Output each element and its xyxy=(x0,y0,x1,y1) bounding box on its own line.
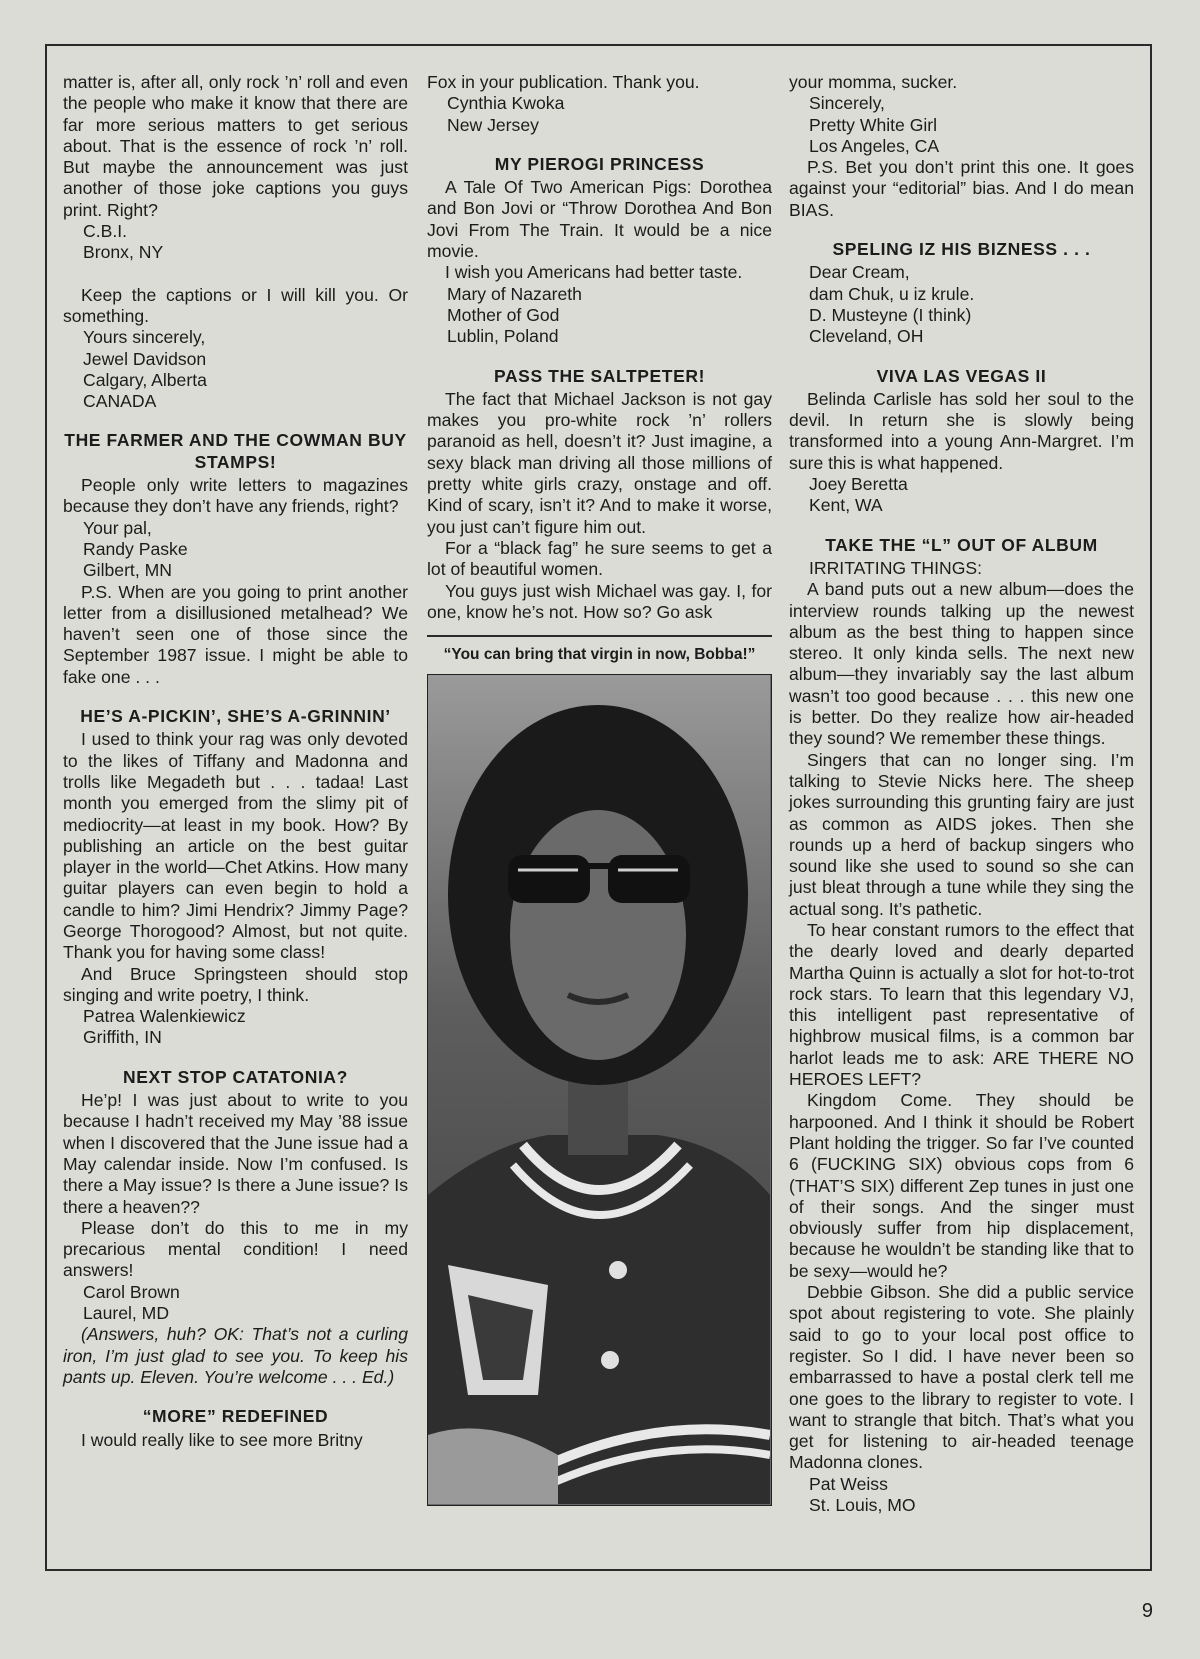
letter-headline: NEXT STOP CATATONIA? xyxy=(123,1066,348,1087)
signature-line: Jewel Davidson xyxy=(83,348,207,369)
signature-line: Your pal, xyxy=(83,517,152,538)
signature-line: D. Musteyne (I think) xyxy=(809,304,972,325)
signature-line: New Jersey xyxy=(447,114,539,135)
letter-text: The fact that Michael Jackson is not gay makes you pro-white rock ’n’ rollers paranoid as hell, doesn’t it? Just imagine, a sexy black man driving all those millions of pretty white girls crazy, onstage and off. Kind of scary, isn’t it? And to make it worse, you just can’t figure him out. xyxy=(427,388,772,537)
signature-line: St. Louis, MO xyxy=(809,1495,916,1515)
letter-headline: HE’S A-PICKIN’, SHE’S A-GRINNIN’ xyxy=(80,706,391,727)
editor-reply: (Answers, huh? OK: That’s not a curling iron, I’m just glad to see you. To keep his pants up. Eleven. You’re welcome . . . Ed.) xyxy=(63,1324,408,1387)
signature-line: Kent, WA xyxy=(809,495,883,516)
divider-rule xyxy=(427,635,772,637)
letter-text: You guys just wish Michael was gay. I, for one, know he’s not. How so? Go ask xyxy=(427,580,772,622)
letter-text: A band puts out a new album—does the interview rounds talking up the newest album as the best thing to happen since stereo. It only kinda sells. The next new album—they invariably say the last album wasn’t too good because . . . this new one is better. Do they realize how air-headed they sound? We remember these things. xyxy=(789,579,1134,749)
signature-line: Yours sincerely, xyxy=(83,327,206,348)
signature-line: dam Chuk, u iz krule. xyxy=(809,283,975,304)
signature-line: Bronx, NY xyxy=(83,242,164,263)
letter-text: I would really like to see more Britny xyxy=(81,1429,363,1450)
column-2 xyxy=(427,72,772,1506)
signature-line: Lublin, Poland xyxy=(447,326,559,347)
signature-line: Randy Paske xyxy=(83,538,188,559)
signature-line: C.B.I. xyxy=(83,221,127,242)
letter-headline: “MORE” REDEFINED xyxy=(142,1406,329,1427)
signature-line: Gilbert, MN xyxy=(83,560,172,581)
letter-headline: PASS THE SALTPETER! xyxy=(493,365,706,386)
signature-line: Joey Beretta xyxy=(809,474,908,495)
letter-text: I wish you Americans had better taste. xyxy=(445,262,743,283)
letter-text: I used to think your rag was only devoted to the likes of Tiffany and Madonna and trolls like Megadeth but . . . tadaa! Last month you emerged from the slimy pit of mediocrity—at least in my book. How? By publishing an article on the best guitar player in the world—Chet Atkins. How many guitar players can even begin to hold a candle to him? Jimi Hendrix? Jimmy Page? George Thorogood? Almost, but not quite. Thank you for having some class! xyxy=(63,729,408,963)
letter-headline: THE FARMER AND THE COWMAN BUY STAMPS! xyxy=(64,430,407,472)
signature-line: Sincerely, xyxy=(809,93,885,114)
letter-text: Belinda Carlisle has sold her soul to the devil. In return she is slowly being transformed into a young Ann-Margret. I’m sure this is what happened. xyxy=(789,388,1134,473)
letter-text: Debbie Gibson. She did a public service spot about registering to vote. She plainly said to go to your local post office to register. So I did. I have never been so embarrassed to have a postal clerk tell me one goes to the library to register to vote. I want to strangle that bitch. That’s what you get for listening to air-headed teenage Madonna clones. xyxy=(789,1282,1134,1473)
letter-headline: VIVA LAS VEGAS II xyxy=(876,365,1047,386)
signature-line: Pat Weiss xyxy=(809,1473,888,1494)
letter-text: And Bruce Springsteen should stop singing and write poetry, I think. xyxy=(63,963,408,1005)
column-3 xyxy=(789,72,1134,1516)
letter-text: He’p! I was just about to write to you because I hadn’t received my May ’88 issue when I discovered that the June issue had a May calendar inside. Now I’m confused. Is there a May issue? Is there a June issue? Is there a heaven?? xyxy=(63,1090,408,1217)
page-number: 9 xyxy=(1141,1600,1153,1622)
letter-text: P.S. Bet you don’t print this one. It goes against your “editorial” bias. And I do mean BIAS. xyxy=(789,157,1134,220)
signature-line: Cynthia Kwoka xyxy=(447,93,565,114)
column-1 xyxy=(63,72,408,1451)
signature-line: CANADA xyxy=(83,391,157,412)
letter-text: matter is, after all, only rock ’n’ roll and even the people who make it know that there are far more serious matters to get serious about. That is the essence of rock ’n’ roll. But maybe the announcement was just another of those joke captions you guys print. Right? xyxy=(63,72,408,220)
signature-line: Los Angeles, CA xyxy=(809,135,940,156)
letter-text: A Tale Of Two American Pigs: Dorothea and Bon Jovi or “Throw Dorothea And Bon Jovi From The Train. It would be a nice movie. xyxy=(427,177,772,262)
photo-illustration xyxy=(428,675,770,1504)
signature-line: Carol Brown xyxy=(83,1281,180,1302)
signature-line: Laurel, MD xyxy=(83,1303,170,1324)
signature-line: Pretty White Girl xyxy=(809,114,938,135)
signature-line: Griffith, IN xyxy=(83,1027,162,1048)
letter-text: IRRITATING THINGS: xyxy=(809,557,983,578)
letter-text: For a “black fag” he sure seems to get a lot of beautiful women. xyxy=(427,537,772,580)
letter-text: People only write letters to magazines because they don’t have any friends, right? xyxy=(63,475,408,517)
letter-text: Fox in your publication. Thank you. xyxy=(427,72,700,92)
signature-line: Mary of Nazareth xyxy=(447,283,582,304)
letter-headline: MY PIEROGI PRINCESS xyxy=(494,153,705,174)
letter-text: your momma, sucker. xyxy=(789,72,958,92)
letter-headline: TAKE THE “L” OUT OF ALBUM xyxy=(825,534,1098,555)
letter-text: Keep the captions or I will kill you. Or something. xyxy=(63,284,408,326)
letter-text: Singers that can no longer sing. I’m talking to Stevie Nicks here. The sheep jokes surrounding this grunting fairy are just as common as AIDS jokes. Then she rounds up a herd of backup singers who sound like she used to sound so she can just bleat through a tune while they sing the actual song. It’s pathetic. xyxy=(789,749,1134,919)
letter-text: To hear constant rumors to the effect that the dearly loved and dearly departed Martha Quinn is actually a slot for hot-to-trot rock stars. To learn that this legendary VJ, this intelligent past representative of highbrow musical films, is a common bar harlot leads me to ask: ARE THERE NO HEROES LEFT? xyxy=(789,919,1134,1090)
letter-headline: SPELING IZ HIS BIZNESS . . . xyxy=(832,239,1091,260)
signature-line: Dear Cream, xyxy=(809,262,910,283)
letter-text: Kingdom Come. They should be harpooned. And I think it should be Robert Plant holding the trigger. So far I’ve counted 6 (FUCKING SIX) obvious cops from 6 (THAT’S SIX) different Zep tunes in just one of their songs. And the singer must obviously suffer from hip displacement, because he wouldn’t be standing like that to be sexy—would he? xyxy=(789,1090,1134,1281)
photo xyxy=(427,674,772,1506)
letter-text: Please don’t do this to me in my precarious mental condition! I need answers! xyxy=(63,1217,408,1281)
signature-line: Calgary, Alberta xyxy=(83,369,207,390)
signature-line: Cleveland, OH xyxy=(809,326,924,347)
signature-line: Mother of God xyxy=(447,304,560,325)
signature-line: Patrea Walenkiewicz xyxy=(83,1006,246,1027)
photo-caption: “You can bring that virgin in now, Bobba!” xyxy=(443,646,756,664)
letter-text: P.S. When are you going to print another letter from a disillusioned metalhead? We haven’t seen one of those since the September 1987 issue. I might be able to fake one . . . xyxy=(63,581,408,687)
